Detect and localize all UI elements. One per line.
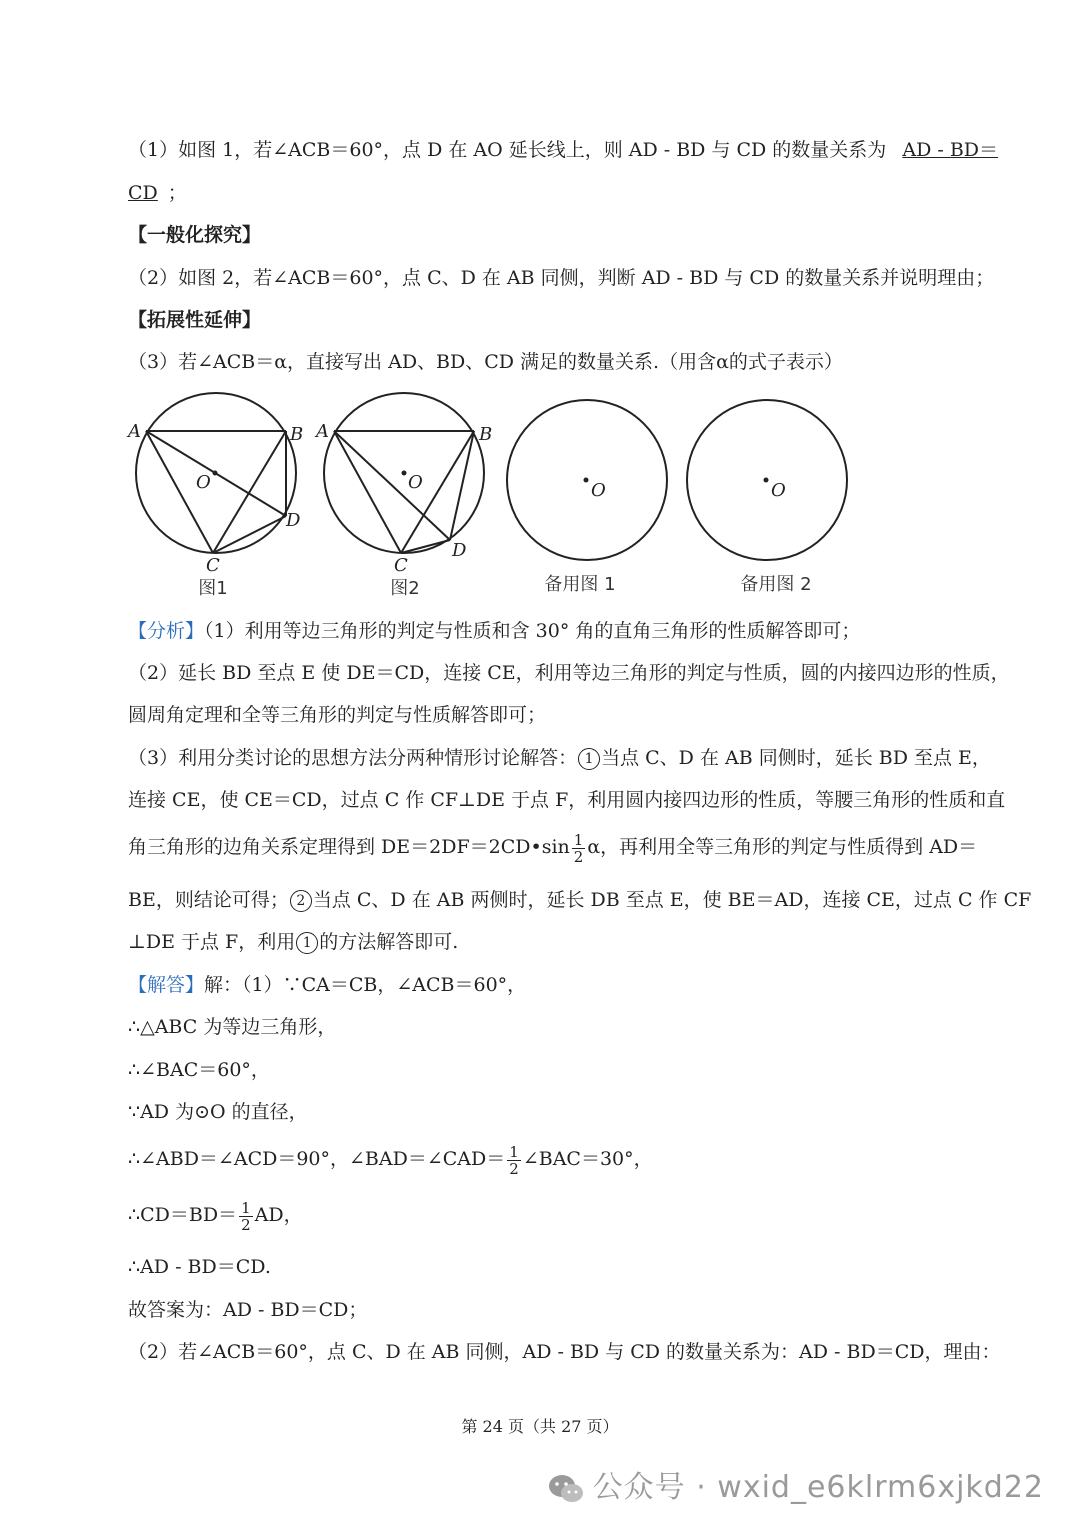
q1-tail: ；	[167, 182, 187, 204]
fig2-label-D: D	[452, 540, 467, 561]
fig3-caption: 备用图 1	[544, 574, 616, 595]
question-3: （3）若∠ACB＝α，直接写出 AD、BD、CD 满足的数量关系.（用含α的式子表示）	[128, 351, 843, 373]
fig1-caption: 图1	[198, 578, 228, 599]
fig3-label-O: O	[591, 480, 606, 501]
solution-3: ∴∠BAC＝60°，	[128, 1059, 270, 1081]
solution-2: ∴△ABC 为等边三角形，	[128, 1016, 337, 1038]
analysis-2a: （2）延长 BD 至点 E 使 DE＝CD，连接 CE，利用等边三角形的判定与性质，圆的内接四边形的性质，	[128, 662, 1010, 684]
analysis-3e-pre: ⊥DE 于点 F，利用	[128, 931, 296, 953]
q1-text: （1）如图 1，若∠ACB＝60°，点 D 在 AO 延长线上，则 AD - BD 与 CD 的数量关系为	[128, 139, 887, 161]
section-heading-extend: 【拓展性延伸】	[128, 309, 262, 331]
fig2-label-B: B	[479, 424, 493, 445]
question-2: （2）如图 2，若∠ACB＝60°，点 C、D 在 AB 同侧，判断 AD - BD 与 CD 的数量关系并说明理由；	[128, 267, 995, 289]
solution-5-post: ∠BAC＝30°，	[522, 1148, 653, 1170]
solution-1-text: 解：（1）∵CA＝CB，∠ACB＝60°，	[204, 974, 527, 996]
circled-one-ref: 1	[296, 932, 318, 954]
fraction-den-2: 2	[509, 1159, 519, 1178]
solution-4: ∵AD 为⊙O 的直径，	[128, 1101, 308, 1123]
analysis-3c	[128, 828, 980, 866]
page-footer: 第 24 页（共 27 页）	[461, 1417, 619, 1436]
fraction-half-3	[239, 1200, 253, 1233]
q1-answer: AD - BD＝	[902, 139, 999, 161]
analysis-3a	[128, 743, 991, 773]
analysis-tag: 【分析】	[128, 620, 205, 642]
analysis-3a-post: 当点 C、D 在 AB 同侧时，延长 BD 至点 E，	[601, 747, 991, 769]
solution-5-pre: ∴∠ABD＝∠ACD＝90°，∠BAD＝∠CAD＝	[128, 1148, 506, 1170]
fig2-label-C: C	[394, 555, 408, 576]
circled-two: 2	[290, 890, 312, 912]
fraction-half	[572, 832, 586, 865]
solution-6-pre: ∴CD＝BD＝	[128, 1204, 238, 1226]
analysis-2b: 圆周角定理和全等三角形的判定与性质解答即可；	[128, 704, 547, 726]
solution-5	[128, 1140, 980, 1178]
watermark-text: 公众号 · wxid_e6klrm6xjkd22	[592, 1470, 1044, 1505]
analysis-1-text: （1）利用等边三角形的判定与性质和含 30° 角的直角三角形的性质解答即可；	[204, 620, 861, 642]
analysis-3a-pre: （3）利用分类讨论的思想方法分两种情形讨论解答：	[128, 747, 578, 769]
q1-answer-cont: CD	[128, 182, 158, 204]
analysis-3b: 连接 CE，使 CE＝CD，过点 C 作 CF⊥DE 于点 F，利用圆内接四边形的性质，等腰三角形的性质和直	[128, 789, 1006, 811]
fig1-label-A: A	[128, 421, 141, 442]
wechat-icon	[547, 1473, 585, 1505]
fig2-caption: 图2	[390, 578, 420, 599]
fraction-half-2	[507, 1144, 521, 1177]
fraction-num-2: 1	[509, 1142, 519, 1161]
solution-8: 故答案为：AD - BD＝CD；	[128, 1299, 368, 1321]
watermark	[547, 1462, 1044, 1506]
fraction-den-3: 2	[241, 1215, 251, 1234]
fig4-label-O: O	[771, 480, 786, 501]
fig2-label-A: A	[316, 421, 329, 442]
solution-6-post: AD，	[254, 1204, 303, 1226]
fig1-label-D: D	[286, 510, 301, 531]
analysis-3c-post: α，再利用全等三角形的判定与性质得到 AD＝	[587, 836, 978, 858]
fig4-caption: 备用图 2	[740, 574, 812, 595]
section-heading-general: 【一般化探究】	[128, 224, 262, 246]
solution-tag: 【解答】	[128, 974, 205, 996]
question-1	[128, 135, 999, 165]
fig1-label-C: C	[206, 555, 220, 576]
fig1-label-O: O	[196, 472, 211, 493]
solution-6	[128, 1196, 980, 1234]
solution-9: （2）若∠ACB＝60°，点 C、D 在 AB 同侧，AD - BD 与 CD 的数量关系为：AD - BD＝CD，理由：	[128, 1341, 1001, 1363]
analysis-3d	[128, 885, 1032, 915]
fig2-label-O: O	[408, 472, 423, 493]
solution-1	[128, 970, 980, 1000]
question-1-cont	[128, 178, 980, 208]
solution-7: ∴AD - BD＝CD.	[128, 1256, 271, 1278]
analysis-3d-post: 当点 C、D 在 AB 两侧时，延长 DB 至点 E，使 BE＝AD，连接 CE，过点 C 作 CF	[312, 889, 1032, 911]
analysis-3e-post: 的方法解答即可.	[319, 931, 459, 953]
fig1-label-B: B	[290, 424, 304, 445]
figures	[120, 388, 880, 608]
fraction-den: 2	[573, 847, 584, 866]
fraction-num: 1	[573, 830, 584, 849]
analysis-1	[128, 616, 980, 646]
circled-one: 1	[578, 748, 600, 770]
analysis-3c-pre: 角三角形的边角关系定理得到 DE＝2DF＝2CD•sin	[128, 836, 570, 858]
fraction-num-3: 1	[241, 1198, 251, 1217]
analysis-3e	[128, 927, 980, 957]
analysis-3d-pre: BE，则结论可得；	[128, 889, 289, 911]
